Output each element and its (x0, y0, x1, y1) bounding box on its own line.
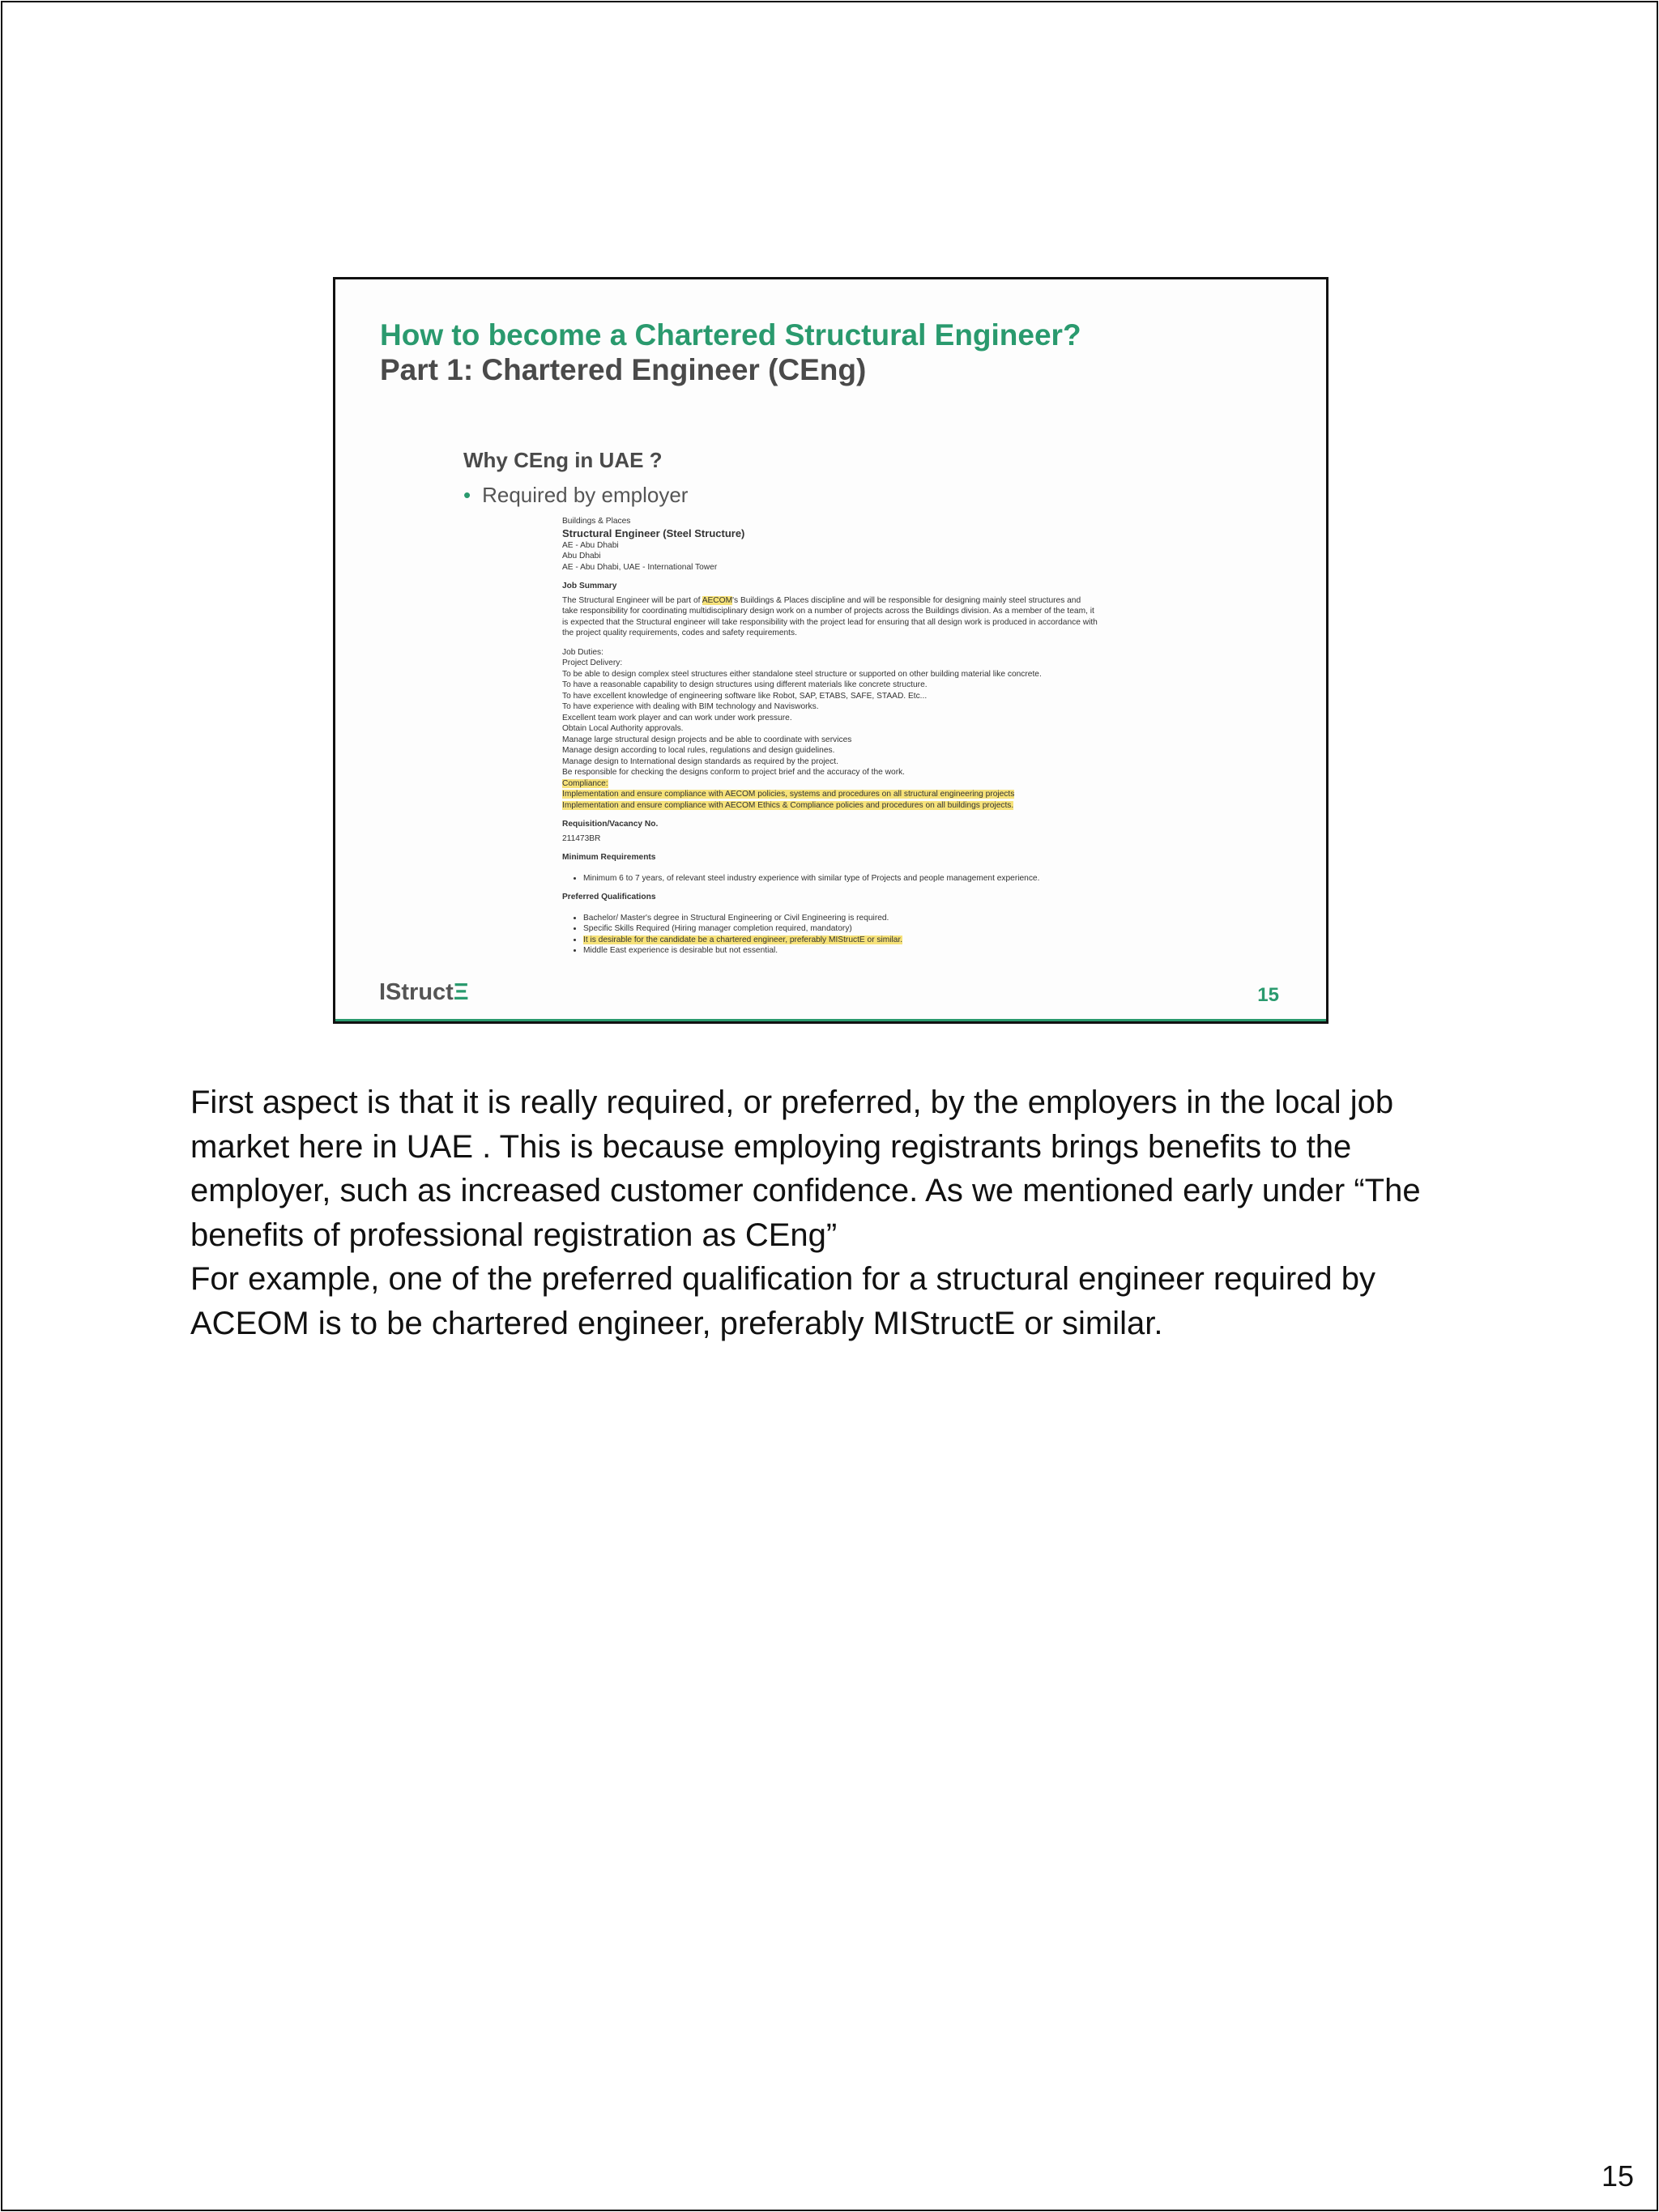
list-item (583, 935, 1145, 946)
compliance-highlight: Compliance: (562, 778, 608, 788)
slide-title: How to become a Chartered Structural Engineer? (380, 318, 1081, 352)
job-duty: Manage design according to local rules, regulations and design guidelines. (562, 746, 835, 755)
min-requirements-list (562, 873, 1145, 884)
job-duty: Manage large structural design projects and be able to coordinate with services (562, 735, 852, 744)
job-division: Buildings & Places (562, 517, 631, 526)
job-duty: Project Delivery: (562, 658, 623, 667)
job-duty: To have a reasonable capability to design structures using different materials like concrete structure. (562, 680, 928, 689)
speaker-notes (190, 1080, 1486, 1345)
slide-bullet (463, 483, 688, 508)
notes-paragraph: For example, one of the preferred qualification for a structural engineer required by ACEOM is to be chartered engineer, preferably MIStructE or similar. (190, 1261, 1376, 1341)
job-summary-line: take responsibility for coordinating multidisciplinary design work on a number of projects across the Buildings division. As a member of the team, it (562, 607, 1094, 616)
istructe-logo: IStructΞ (379, 979, 469, 1005)
min-requirements-heading: Minimum Requirements (562, 853, 656, 862)
job-posting (562, 516, 1145, 957)
slide-subtitle: Part 1: Chartered Engineer (CEng) (380, 353, 867, 386)
requisition-number: 211473BR (562, 833, 601, 843)
slide-question: Why CEng in UAE ? (463, 448, 663, 472)
job-duty: Manage design to International design standards as required by the project. (562, 757, 838, 766)
notes-paragraph: First aspect is that it is really required, or preferred, by the employers in the local job market here in UAE . This is because employing registrants brings benefits to the employer, such as increased customer confidence. As we mentioned early under “The benefits of professional registration as CEng” (190, 1085, 1421, 1253)
job-duty: Obtain Local Authority approvals. (562, 724, 684, 733)
page-number: 15 (1601, 2159, 1634, 2193)
bullet-text: Required by employer (482, 483, 689, 507)
job-summary-heading: Job Summary (562, 582, 617, 590)
job-location: AE - Abu Dhabi, UAE - International Tower (562, 562, 718, 572)
list-item: • Bachelor/ Master's degree in Structural Engineering or Civil Engineering is required. (583, 913, 1145, 924)
compliance-highlight: Implementation and ensure compliance with AECOM policies, systems and procedures on all structural engineering projects (562, 790, 1015, 799)
bullet-dot-icon: • (463, 483, 471, 507)
list-item: • Middle East experience is desirable but not essential. (583, 945, 1145, 957)
job-duty: To have experience with dealing with BIM technology and Navisworks. (562, 702, 819, 711)
job-duty: To be able to design complex steel structures either standalone steel structure or supported on other building material like concrete. (562, 669, 1042, 679)
preferred-qualifications-list (562, 913, 1145, 957)
job-duty: Be responsible for checking the designs conform to project brief and the accuracy of the work. (562, 768, 906, 777)
requisition-heading: Requisition/Vacancy No. (562, 820, 659, 829)
job-summary-line: the project quality requirements, codes and safety requirements. (562, 629, 797, 637)
page (1, 1, 1658, 2211)
job-summary-line: is expected that the Structural engineer will take responsibility with the project lead for ensuring that all design work is produced in accordance with (562, 617, 1098, 627)
job-role: Structural Engineer (Steel Structure) (562, 526, 745, 539)
job-duty: Excellent team work player and can work under work pressure. (562, 713, 792, 722)
job-location: AE - Abu Dhabi (562, 540, 619, 550)
job-duty: To have excellent knowledge of engineering software like Robot, SAP, ETABS, SAFE, STAAD. Etc... (562, 691, 928, 701)
list-item: • Specific Skills Required (Hiring manager completion required, mandatory) (583, 923, 1145, 935)
aecom-highlight: AECOM (702, 595, 733, 605)
job-location: Abu Dhabi (562, 552, 601, 560)
preferred-qualifications-heading: Preferred Qualifications (562, 893, 656, 901)
slide-bottom-rule (335, 1019, 1326, 1021)
slide-thumbnail (333, 277, 1328, 1024)
slide-number: 15 (1257, 984, 1279, 1006)
list-item: • Minimum 6 to 7 years, of relevant steel industry experience with similar type of Projects and people management experience. (583, 873, 1145, 884)
compliance-highlight: Implementation and ensure compliance with AECOM Ethics & Compliance policies and procedures on all buildings projects. (562, 800, 1014, 810)
chartered-highlight: It is desirable for the candidate be a chartered engineer, preferably MIStructE or similar. (583, 935, 903, 944)
job-duty: Job Duties: (562, 647, 603, 657)
job-summary-line: The Structural Engineer will be part of AECOM's Buildings & Places discipline and will be responsible for designing mainly steel structures and (562, 595, 1081, 605)
